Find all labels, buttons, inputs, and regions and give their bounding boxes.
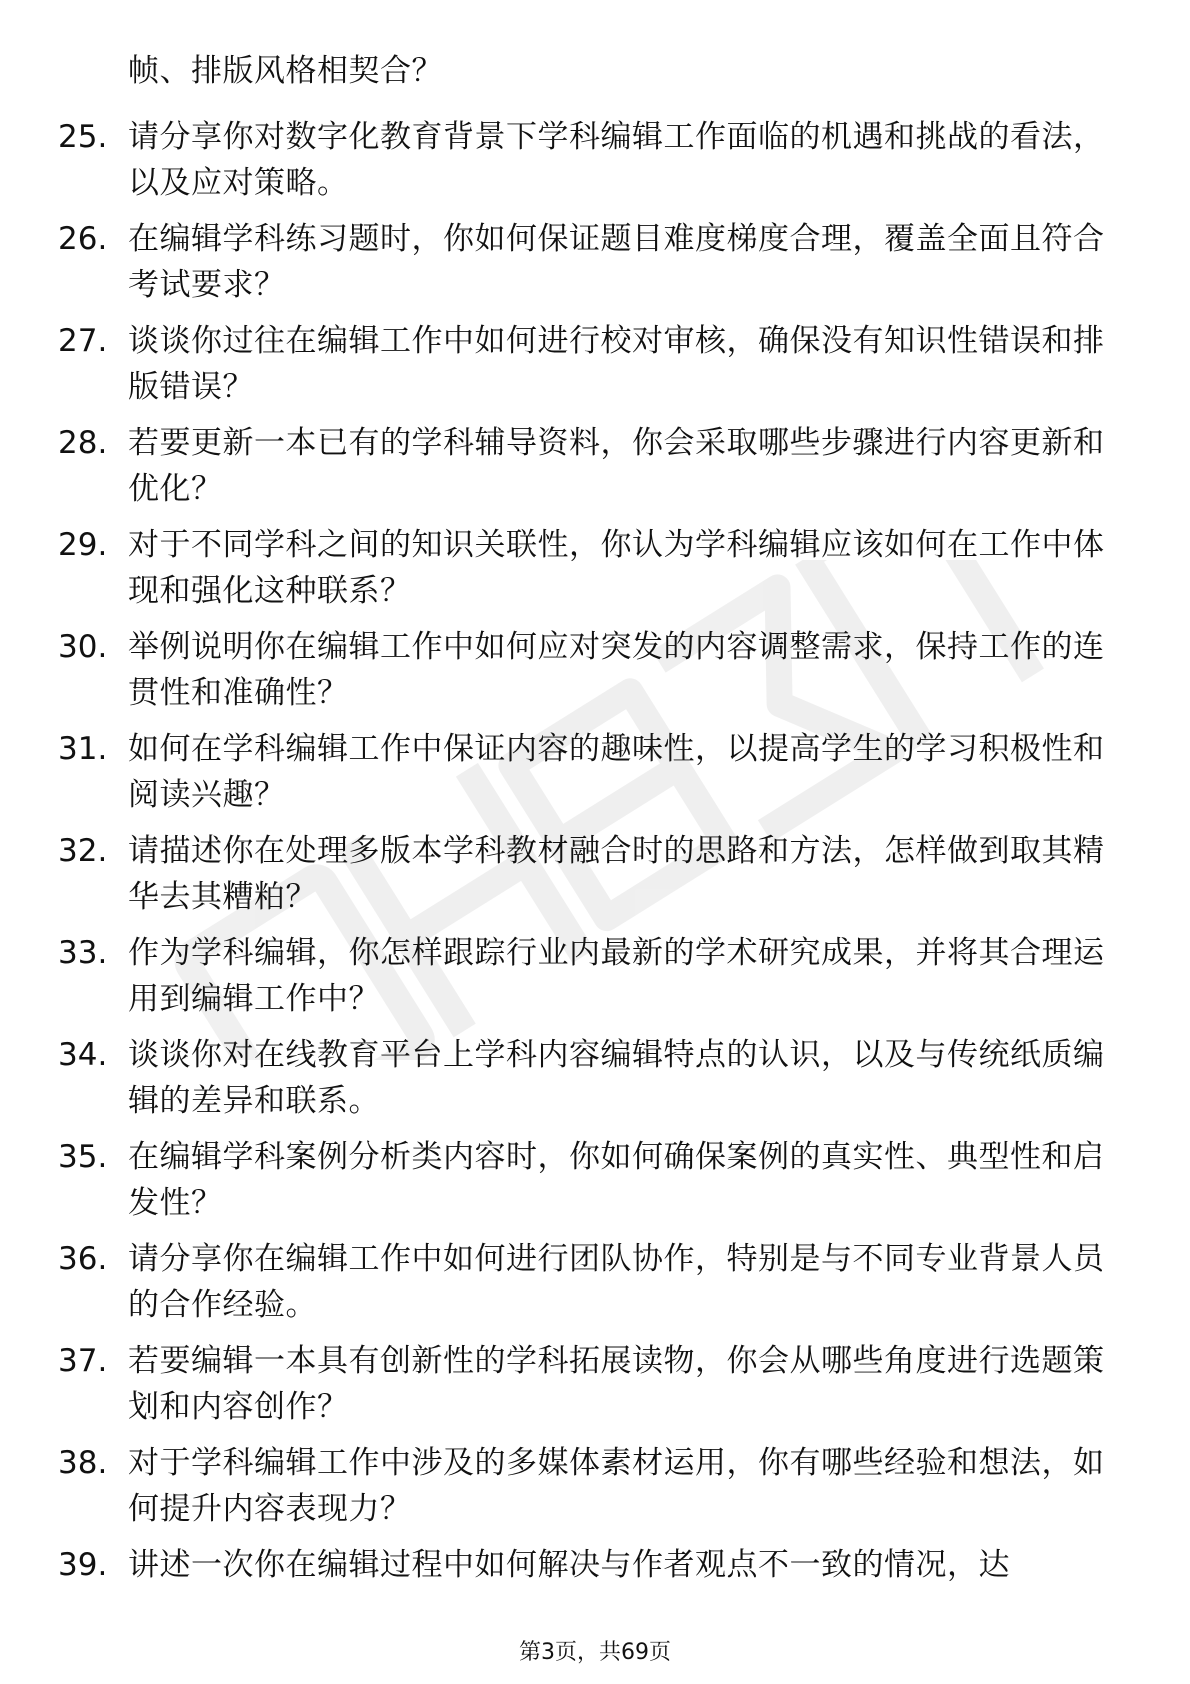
question-list <box>0 114 1190 1644</box>
list-item <box>0 1542 1190 1644</box>
list-item <box>0 726 1190 828</box>
list-item <box>0 1236 1190 1338</box>
question-number: 28. <box>58 425 108 461</box>
question-number: 36. <box>58 1241 108 1277</box>
question-number: 30. <box>58 629 108 665</box>
question-number: 29. <box>58 527 108 563</box>
question-number: 34. <box>58 1037 108 1073</box>
question-text: 请描述你在处理多版本学科教材融合时的思路和方法，怎样做到取其精华去其糟粕？ <box>128 833 1105 915</box>
question-text: 对于不同学科之间的知识关联性，你认为学科编辑应该如何在工作中体现和强化这种联系？ <box>128 527 1105 609</box>
question-text: 谈谈你对在线教育平台上学科内容编辑特点的认识，以及与传统纸质编辑的差异和联系。 <box>128 1037 1105 1119</box>
question-text: 在编辑学科案例分析类内容时，你如何确保案例的真实性、典型性和启发性？ <box>128 1139 1105 1221</box>
list-item <box>0 522 1190 624</box>
question-text: 举例说明你在编辑工作中如何应对突发的内容调整需求，保持工作的连贯性和准确性？ <box>128 629 1105 711</box>
list-item <box>0 930 1190 1032</box>
list-item <box>0 1338 1190 1440</box>
question-text: 如何在学科编辑工作中保证内容的趣味性，以提高学生的学习积极性和阅读兴趣？ <box>128 731 1105 813</box>
question-text: 请分享你对数字化教育背景下学科编辑工作面临的机遇和挑战的看法，以及应对策略。 <box>128 119 1105 201</box>
page-footer: 第3页，共69页 <box>519 1640 671 1665</box>
list-item <box>0 216 1190 318</box>
question-number: 27. <box>58 323 108 359</box>
question-text: 若要更新一本已有的学科辅导资料，你会采取哪些步骤进行内容更新和优化？ <box>128 425 1105 507</box>
list-item <box>0 1032 1190 1134</box>
question-number: 33. <box>58 935 108 971</box>
question-text: 若要编辑一本具有创新性的学科拓展读物，你会从哪些角度进行选题策划和内容创作？ <box>128 1343 1105 1425</box>
list-item <box>0 114 1190 216</box>
list-item <box>0 420 1190 522</box>
question-text: 对于学科编辑工作中涉及的多媒体素材运用，你有哪些经验和想法，如何提升内容表现力？ <box>128 1445 1105 1527</box>
list-item <box>0 828 1190 930</box>
question-number: 26. <box>58 221 108 257</box>
list-item <box>0 1440 1190 1542</box>
question-text: 作为学科编辑，你怎样跟踪行业内最新的学术研究成果，并将其合理运用到编辑工作中？ <box>128 935 1105 1017</box>
carry-over-text: 帧、排版风格相契合？ <box>128 53 443 89</box>
question-number: 35. <box>58 1139 108 1175</box>
list-item <box>0 624 1190 726</box>
question-number: 37. <box>58 1343 108 1379</box>
question-text: 请分享你在编辑工作中如何进行团队协作，特别是与不同专业背景人员的合作经验。 <box>128 1241 1105 1323</box>
question-number: 31. <box>58 731 108 767</box>
question-number: 32. <box>58 833 108 869</box>
list-item <box>0 318 1190 420</box>
question-text: 讲述一次你在编辑过程中如何解决与作者观点不一致的情况，达 <box>128 1547 1010 1583</box>
question-number: 38. <box>58 1445 108 1481</box>
question-number: 39. <box>58 1547 108 1583</box>
question-number: 25. <box>58 119 108 155</box>
list-item <box>0 1134 1190 1236</box>
question-text: 谈谈你过往在编辑工作中如何进行校对审核，确保没有知识性错误和排版错误？ <box>128 323 1105 405</box>
question-text: 在编辑学科练习题时，你如何保证题目难度梯度合理，覆盖全面且符合考试要求？ <box>128 221 1105 303</box>
